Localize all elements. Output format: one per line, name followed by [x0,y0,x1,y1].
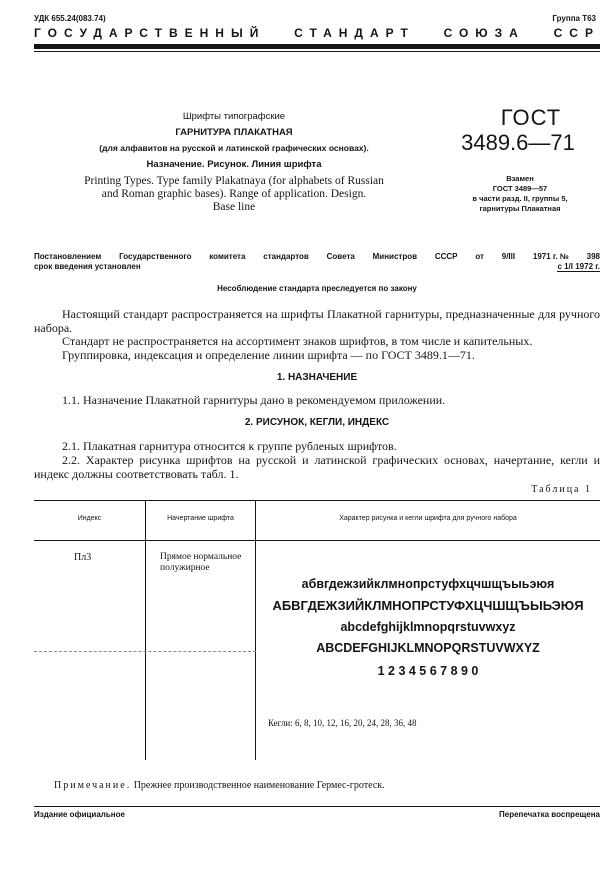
gost-label: ГОСТ [500,105,562,130]
header-rule-thin [34,51,600,52]
table-header-character: Характер рисунка и кегли шрифта для ручного набора [339,515,517,522]
intro-paragraph-1: Настоящий стандарт распространяется на шрифты Плакатной гарнитуры, предназначенные для ручного набора. [34,307,600,335]
title-en-line2: and Roman graphic bases). Range of application. Design. [101,188,367,200]
state-standard-word: ГОСУДАРСТВЕННЫЙ [34,26,266,40]
decree-word: стандартов [263,252,309,261]
section2-paragraph-2: 2.2. Характер рисунка шрифтов на русской и латинской графических основах, начертание, кегли и индекс должны соответствовать табл. 1. [34,453,600,481]
section2-heading: 2. РИСУНОК, КЕГЛИ, ИНДЕКС [244,417,390,428]
table-header-rule [34,540,600,541]
table-row-index: Пл3 [74,552,92,563]
decree-line [34,252,600,261]
intro-paragraph-3: Группировка, индексация и определение линии шрифта — по ГОСТ 3489.1—71. [62,348,475,362]
replaces-label: Взамен [506,174,534,183]
table-header-style: Начертание шрифта [167,515,234,522]
decree-word: Государственного [119,252,192,261]
section1-paragraph: 1.1. Назначение Плакатной гарнитуры дано в рекомендуемом приложении. [62,393,446,407]
table-column-divider-1 [145,500,146,760]
title-ru-line4: Назначение. Рисунок. Линия шрифта [146,159,322,170]
gost-number: 3489.6—71 [461,130,575,155]
state-standard-word: СОЮЗА [443,26,525,40]
table-row-style [160,552,241,574]
decree-word: 9/III [501,252,516,261]
effective-date-line [34,262,600,272]
note-text: Прежнее производственное наименование Гермес-гротеск. [133,780,385,791]
violation-notice: Несоблюдение стандарта преследуется по закону [217,284,417,293]
decree-word: 398 [586,252,600,261]
type-sizes: Кегли: 6, 8, 10, 12, 16, 20, 24, 28, 36, 48 [268,718,417,728]
state-standard-word: ССР [553,26,600,40]
sample-latin-lowercase: abcdefghijklmnopqrstuvwxyz [340,620,516,634]
table-row-style-line1: Прямое нормальное [160,552,242,562]
table-row-style-line2: полужирное [160,563,210,573]
title-en-line3: Base line [212,201,256,213]
title-en-line1: Printing Types. Type family Plakatnaya (for alphabets of Russian [84,175,384,187]
decree-word: 1971 г. № [532,252,569,261]
sample-digits: 1 2 3 4 5 6 7 8 9 0 [377,664,479,678]
group-code: Группа Т63 [552,14,596,23]
decree-word: Совета [326,252,355,261]
sample-cyrillic-uppercase: АБВГДЕЖЗИЙКЛМНОПРСТУФХЦЧШЩЪЫЬЭЮЯ [272,598,584,613]
effective-date: с 1/I 1972 г. [557,262,600,271]
decree-word: Министров [372,252,418,261]
footer-rule [34,806,600,807]
section1-heading: 1. НАЗНАЧЕНИЕ [276,372,358,383]
table-dashed-guide [34,651,256,652]
header-rule-thick [34,44,600,49]
decree-word: Постановлением [34,252,102,261]
official-edition: Издание официальное [34,810,125,819]
title-ru-line3: (для алфавитов на русской и латинской графических основах). [99,143,369,153]
effective-date-label: срок введения установлен [34,262,141,271]
state-standard-heading [34,26,600,40]
title-ru-line2: ГАРНИТУРА ПЛАКАТНАЯ [175,127,293,138]
decree-word: от [475,252,484,261]
replaces-line2: в части разд. II, группы 5, [472,194,568,203]
state-standard-word: СТАНДАРТ [294,26,415,40]
intro-paragraph-2: Стандарт не распространяется на ассортимент знаков шрифтов, в том числе и капительных. [62,334,533,348]
section2-paragraph-1: 2.1. Плакатная гарнитура относится к группе рубленых шрифтов. [62,439,397,453]
title-en [34,175,434,214]
udk-code: УДК 655.24(083.74) [34,14,106,23]
title-ru-line1: Шрифты типографские [182,111,286,122]
sample-cyrillic-lowercase: абвгдежзийклмнопрстуфхцчшщъыьэюя [301,577,555,591]
replaces-line3: гарнитуры Плакатная [479,204,561,213]
replaces-line1: ГОСТ 3489—57 [492,184,548,193]
decree-word: СССР [434,252,458,261]
sample-latin-uppercase: ABCDEFGHIJKLMNOPQRSTUVWXYZ [316,641,540,655]
decree-word: комитета [209,252,246,261]
table-top-rule [34,500,600,501]
reprint-prohibited: Перепечатка воспрещена [499,810,600,819]
replaces-block [440,174,600,214]
table-header-index: Индекс [77,515,102,522]
note-label: Примечание. [54,780,132,791]
note [54,780,385,791]
table-label: Таблица 1 [531,484,592,495]
